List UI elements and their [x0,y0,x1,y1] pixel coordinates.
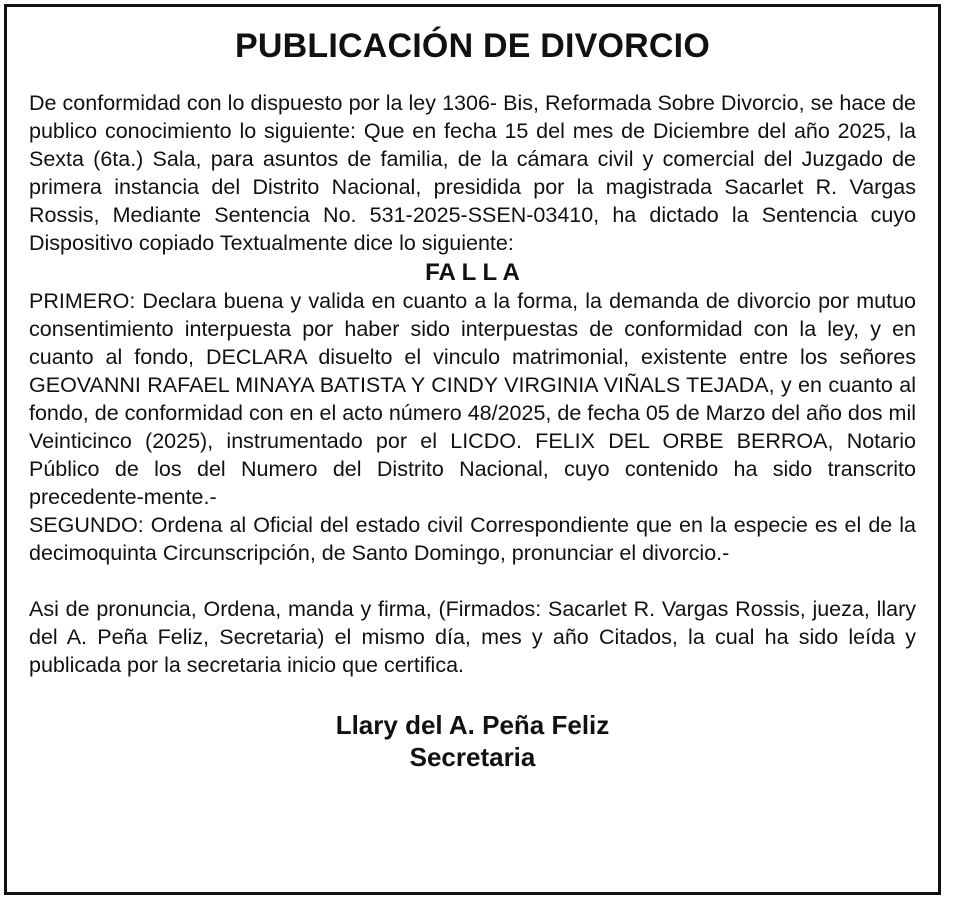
notice-title: PUBLICACIÓN DE DIVORCIO [235,27,710,65]
notice-body [29,89,916,679]
divorce-notice [4,4,941,895]
intro-paragraph: De conformidad con lo dispuesto por la ley 1306- Bis, Reformada Sobre Divorcio, se hace de publico conocimiento lo siguiente: Que en fecha 15 del mes de Diciembre del año 2025, la Sexta (6ta.) Sala, para asuntos de familia, de la cámara civil y comercial del Juzgado de primera instancia del Distrito Nacional, presidida por la magistrada Sacarlet R. Vargas Rossis, Mediante Sentencia No. 531-2025-SSEN-03410, ha dictado la Sentencia cuyo Dispositivo copiado Textualmente dice lo siguiente: [29,91,916,255]
signer-name: Llary del A. Peña Feliz [335,710,610,740]
closing-paragraph: Asi de pronuncia, Ordena, manda y firma, (Firmados: Sacarlet R. Vargas Rossis, jueza, llary del A. Peña Feliz, Secretaria) el mismo día, mes y año Citados, la cual ha sido leída y publicada por la secretaria inicio que certifica. [29,597,916,677]
primero-paragraph: PRIMERO: Declara buena y valida en cuanto a la forma, la demanda de divorcio por mutuo consentimiento interpuesta por haber sido interpuestas de conformidad con la ley, y en cuanto al fondo, DECLARA disuelto el vinculo matrimonial, existente entre los señores GEOVANNI RAFAEL MINAYA BATISTA Y CINDY VIRGINIA VIÑALS TEJADA, y en cuanto al fondo, de conformidad con en el acto número 48/2025, de fecha 05 de Marzo del año dos mil Veinticinco (2025), instrumentado por el LICDO. FELIX DEL ORBE BERROA, Notario Público de los del Numero del Distrito Nacional, cuyo contenido ha sido transcrito precedente-mente.- [29,289,916,509]
segundo-paragraph: SEGUNDO: Ordena al Oficial del estado civil Correspondiente que en la especie es el de la decimoquinta Circunscripción, de Santo Domingo, pronunciar el divorcio.- [29,513,916,565]
paragraph-spacer [29,567,916,595]
falla-heading: FA L L A [425,259,520,286]
signature-block [29,709,916,773]
signer-role: Secretaria [409,742,536,772]
